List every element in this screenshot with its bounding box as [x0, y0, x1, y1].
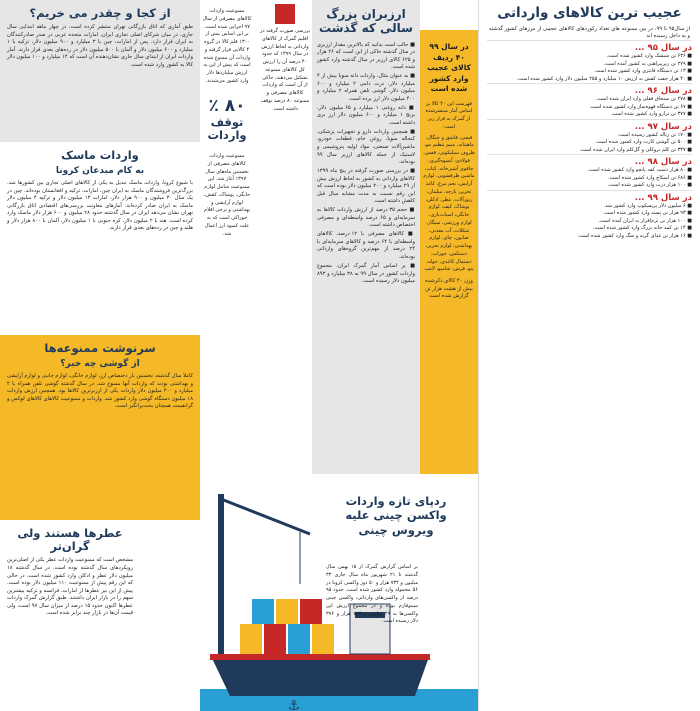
- mask-import-text: با شیوع کرونا، واردات ماسک تبدیل به یکی از کالاهای اصلی تجاری بین کشورها شد. بزرگ‌ترین فروشندگان ماسک به ایران چین، امارات، ترکیه و افغانستان بوده‌اند. چین در یک سال ۳۰ میلیون و ۹۰۰ هزار دلار، امارات ۱۳ میلیون دلار و ترکیه ۴ میلیون دلار ماسک به ایران صادر کرده‌اند. آمارهای معاونت بررسی‌های اقتصادی اتاق بازرگانی تهران نشان می‌دهد ایران در سال گذشته حدود ۲۸ میلیون و ۶۰۰ هزار دلار ماسک وارد کرده است. هند با ۲ میلیون دلار، کره جنوبی با ۱ میلیون دلار، آلمان با ۸۰۰ هزار دلار و هلند و چین در رده‌های بعدی قرار دارند.: [7, 180, 193, 232]
- container-shape: [300, 599, 322, 624]
- crane-arm-shape: [221, 499, 310, 534]
- stop-stat: [200, 96, 254, 144]
- year-block: [487, 83, 692, 119]
- banned-fate-text: کاملا سال گذشته، نخستین بار دختصاص ارز، لوازم خانگی، لوازم جانبی و لوازم آرایشی و بهداشتی بودند که واردات آنها ممنوع شد. در سال گذشته گوشی تلفن همراه با ۲ میلیارد و ۴۰۰ میلیون دلار واردات یکی از ارزبرترین کالاها بود. همچنین ارزش واردات ۱۸ میلیون دستگاه گوشی وارد کشور شد. واردات و ممنوعیت کالاهای کالاهای لوکس و گرانقیمت همچنان بحث‌برانگیز است.: [7, 373, 194, 410]
- vaccine-title: ردپای تازه واردات واکسن چینی علیه ویروس چینی: [345, 494, 447, 537]
- year-item: ■ ۲۷۸ تن سنجاق قفلی وارد ایران شده است.: [595, 96, 692, 103]
- year-block: [487, 154, 692, 190]
- where-buy-title: از کجا و چقدر می خریم؟: [29, 6, 171, 20]
- perfume-box: [0, 520, 200, 711]
- mask-import-title: واردات ماسک: [61, 148, 139, 162]
- where-buy-text: طبق آماری که اتاق بازرگانی تهران منتشر کرده است، در چهار ماهه ابتدایی سال جاری، در میان شرکای اصلی تجاری ایران، امارات متحده عربی در صدر صادرکنندگان به ایران قرار دارد. پس از امارات، چین با ۳ میلیارد و ۹۰۰ میلیون دلار، ترکیه با ۱ میلیارد و ۶۰۰ میلیون دلار و آلمان با ۵۰۰ میلیون دلار در رده‌های بعدی قرار دارند. آمار واردات ایران از ابتدای سال جاری نشان‌دهنده آن است که ۱۴ میلیارد و ۱۰۰ میلیون دلار کالا به کشور وارد شده است.: [7, 24, 193, 68]
- ban-strip-bottom-text: ممنوعیت واردات کالاهای مصرفی از نخستین ماه‌های سال ۱۳۹۷ آغاز شد. این ممنوعیت شامل لوازم خانگی، پوشاک، کفش، لوازم آرایشی و بهداشتی و برخی اقلام خوراکی است که به علت کمبود ارز اعمال شد.: [203, 153, 251, 237]
- middle-strips: [200, 0, 312, 474]
- strange-imports-header: [489, 6, 690, 40]
- year-item: ■ ۶۳۶ تن شیشک وارد کشور شده است.: [606, 53, 692, 60]
- logo-mark-icon: [275, 4, 295, 24]
- big-importers-paragraph: ■ جالب است بدانید که بالاترین مقدار ارزبری در سال گذشته حاکی از این است که ۲۶ هزار و ۶۲۵ کالای ارزبر در سال گذشته وارد کشور شده است.: [317, 41, 416, 71]
- year-items: [487, 132, 692, 155]
- year-item: ■ ۶ میلیون دلار پریسکوپ وارد کشور شد.: [603, 202, 692, 209]
- year-item: ■ ۱۳ تن دستگاه فانتزی وارد کشور شده است.: [593, 68, 692, 75]
- year-item: ■ ۱۰۰ هزار ذرت وارد کشور شده است.: [607, 182, 692, 189]
- year-block: [487, 190, 692, 241]
- hull-stripe-shape: [210, 654, 430, 660]
- big-importers-paragraph: ■ حجم ۳۵ درصد از ارزش واردات کالاها به سرمایه‌ای و ۶۵ درصد واسطه‌ای و مصرفی اختصاص داشته است.: [317, 207, 415, 229]
- big-importers-section: [312, 0, 420, 474]
- year-item: ■ ۶۸۶ تن اسکاچ وارد کشور شده است.: [607, 174, 692, 181]
- big-importers-paragraph: ■ به عنوان مثال، واردات دانه سویا بیش از ۴ میلیارد دلار، ذرت دامی ۲ میلیارد و ۶۰۰ میلیون دلار، گوشی تلفن همراه ۲ میلیارد و ۴۰۰ میلیون دلار ارز برده است.: [317, 73, 416, 102]
- forty-items-foot: وزن ۴۰ کالای ذکرشده بیش از هشت هزار تن گزارش شده است: [425, 278, 473, 300]
- big-importers-title: ارزبران بزرگ سالی که گذشت: [319, 7, 413, 35]
- year-title: در سال ۹۷ ...: [634, 121, 692, 132]
- year-item: ■ ۸۰ هزار دست کفه پانچو وارد کشور شده است.: [587, 167, 692, 174]
- where-buy-box: [0, 0, 200, 142]
- year-item: ■ ۱۶ هزار تن غذای گربه و سگ وارد کشور شده است.: [577, 232, 692, 239]
- year-item: ■ ۴۰ هزار جفت کفش به ارزش ۱۰ میلیارد و ۲۵۵ میلیون دلار وارد کشور شده است.: [516, 75, 692, 82]
- ban-strip: [200, 0, 254, 474]
- year-item: ■ ۹۳ هزار تن پسته وارد کشور شده است.: [602, 210, 692, 217]
- year-title: در سال ۹۵ ...: [634, 43, 692, 54]
- vaccine-text: بر اساس گزارش گمرک از ۱۵ بهمن سال گذشته تا ۲۱ شهریور ماه سال جاری ۳۳ میلیون و ۷۳۴ هزار و ۵۰ دوز واکسن کرونا در ۵۶ محموله وارد کشور شده است. حدود ۹۵ درصد از واکسن‌های وارداتی، واکسن چینی سینوفارم بوده و در مجموع ارزش این واکسن‌ها به ۲۹ میلیون و ۷۷۶ هزار و ۳۹۶ دلار رسیده است.: [325, 564, 418, 625]
- year-title: در سال ۹۹ ...: [634, 192, 692, 203]
- forty-items-list: قیچی، قاشق و چنگال، ماهیتابه، سیم تنظیم مو، ظروف سیلیکونی، قفس، فولادی، آبمیوه‌گیری، چاقوی آشپزخانه، کتاب، ماشین ظرفشویی، لوازم آرایش، تخم مرغ، کاغذ تحریر، پارچه، مبلمان، زیورآلات، عطر، ادکلن، پوشاک، کیف، لوازم خانگی، اسباب‌بازی، لوازم ورزشی، سیگار، شکلات، آب معدنی، صابون، چای، لوازم بهداشتی، لوازم تحریر، دستکش، جوراب، دستمال کاغذی، حوله، پتو، فرش، شامپو، لامپ: [423, 134, 475, 273]
- big-importers-paragraph: ■ کالاهای مصرفی با ۱۲ درصد، کالاهای واسطه‌ای با ۶۴ درصد و کالاهای سرمایه‌ای با ۲۴ درصد از مهم‌ترین گروه‌های وارداتی بوده‌اند.: [317, 231, 416, 260]
- year-item: ■ ۲۷۹ تن زیرپیراهنی به کشور آمده است.: [603, 60, 692, 67]
- year-item: ■ ۱۷۰ تن زباله کشور رسیده است.: [617, 131, 692, 138]
- stop-stat-number: ۸۰ ٪: [208, 95, 246, 116]
- container-shape: [240, 624, 262, 654]
- year-item: ■ ۳۳۷ تن کلم بروکلی و گل‌کلم وارد ایران شده است.: [579, 146, 692, 153]
- container-shape: [312, 624, 334, 654]
- year-items: [487, 167, 692, 190]
- perfume-title: عطرها هستند ولی گران‌تر: [17, 526, 123, 554]
- year-block: [487, 119, 692, 155]
- year-list: [479, 40, 700, 240]
- year-title: در سال ۹۶ ...: [634, 86, 692, 97]
- big-importers-paragraph: ■ همچنین واردات دارو و تجهیزات پزشکی، کنجاله سویا، روغن خام، قطعات خودرو، ماشین‌آلات صنعتی، مواد اولیه پتروشیمی و لاستیک از جمله کالاهای ارزبر سال ۹۹ بوده‌اند.: [317, 128, 415, 166]
- strange-imports-title: عجیب ترین کالاهای وارداتی: [497, 5, 682, 21]
- year-item: ■ ۱۰۰ هزار تن نرم‌افزار به ایران آمده است.: [598, 217, 692, 224]
- mask-import-box: [0, 142, 200, 327]
- year-block: [487, 40, 692, 83]
- crane-pole-shape: [218, 494, 224, 654]
- big-importers-paragraph: ■ بر اساس آمار گمرک ایران، مجموع واردات کشور در سال ۹۹ به ۳۸ میلیارد و ۸۹۳ میلیون دلار رسیده است.: [317, 262, 415, 285]
- strange-imports-desc: از سال۹۵ تا ۹۹، در بین ممنوعه های تعداد رکوردهای کالاهای عجیبی از مرزهای کشور گذشته و به داخل رسیده اند: [489, 25, 690, 39]
- vaccine-ship-panel: [200, 474, 478, 711]
- strange-imports-section: [478, 0, 700, 711]
- year-item: ■ ۳۷۷ تن ترازو وارد کشور شده است.: [610, 111, 692, 118]
- stop-stat-label: توقف واردات: [207, 114, 247, 143]
- year-title: در سال ۹۸ ...: [634, 157, 692, 168]
- ship-hull-shape: [210, 654, 430, 696]
- ban-strip-text: ممنوعیت واردات کالاهای مصرفی از سال ۹۷ اجرایی شده است. بر این اساس بیش از ۱۳۰۰ قلم کالا در گروه ۴ کالایی قرار گرفته و واردات آن ممنوع شده است که پیش از این به ارزش میلیاردها دلار وارد کشور می‌شدند.: [202, 8, 252, 84]
- year-item: ■ ۵۰۰ تن گوشی کارت وارد کشور شده است.: [595, 139, 692, 146]
- perfume-text: مشخص است که ممنوعیت واردات عطر یکی از اصلی‌ترین رویکردهای سال گذشته بوده است. در سال گذشته ۱۸ میلیون دلار عطر و ادکلن وارد کشور شده است. در حالی که این رقم پیش از ممنوعیت ۱۱۰ میلیون دلار بوده است. پیش از این نیز عطرها از امارات، فرانسه و ترکیه بیشترین سهم را در بازار ایران داشتند. طبق گزارش گمرک واردات عطرها اکنون حدود ۱۵ درصد از میزان سال ۹۷ است، ولی قیمت آن‌ها در بازار چند برابر شده است.: [7, 557, 134, 617]
- import-stop-strip: [258, 0, 312, 474]
- mask-import-subtitle: به کام مبدعان کرونا: [55, 166, 145, 177]
- year-item: ■ ۶۷ تن دستگاه قهوه‌ساز وارد کشور شده است.: [589, 103, 692, 110]
- container-shape: [288, 624, 310, 654]
- year-item: ■ ۱۴ تن کمد خانه بزرگ وارد کشور شده است.: [592, 225, 692, 232]
- big-importers-text: [312, 42, 420, 286]
- big-importers-paragraph: ■ در بررسی صورت گرفته در پنج ماه ۱۳۹۹ کالاهای وارداتی به کشور به لحاظ ارزش بیش از ۲۹ میلیارد و ۲۰۰ میلیون دلار بوده است که این رقم نسبت به مدت مشابه سال قبل کاهش داشته است.: [317, 168, 415, 205]
- banned-fate-box: [0, 335, 200, 520]
- import-stop-text: بررسی صورت گرفته در اقلیم گمرک از کالاهای وارداتی به لحاظ ارزش در سال ۱۳۹۹ که حدود ۴۰ درصد آن را ارزش کل کالاهای ممنوعه تشکیل می‌دهند، حاکی از آن است که واردات کالاهای مصرفی و ممنوعه ۸۰ درصد توقف داشته است.: [260, 28, 310, 112]
- anchor-icon: ⚓: [287, 698, 300, 711]
- container-shape: [252, 599, 274, 624]
- forty-items-box: [420, 30, 478, 480]
- forty-items-intro: فهرست این ۴۰ کالا بر اساس آمار منتشرشده از گمرک به قرار زیر است:: [425, 100, 473, 130]
- banned-fate-subtitle: از گوشی چه خبر؟: [60, 359, 140, 370]
- container-shape: [276, 599, 298, 624]
- left-column: [0, 0, 200, 711]
- year-items: [487, 53, 692, 83]
- year-items: [487, 203, 692, 241]
- year-items: [487, 96, 692, 119]
- forty-items-label: در سال ۹۹ ۴۰ ردیف کالای عجیب وارد کشور شده است: [427, 42, 471, 93]
- banned-fate-title: سرنوشت ممنوعه‌ها: [44, 341, 156, 355]
- big-importers-paragraph: ■ دانه روغنی ۱ میلیارد و ۶۵ میلیون دلار، برنج ۱ میلیارد و ۶۰۰ میلیون دلار ارز بری داشته است.: [317, 104, 415, 126]
- container-shape: [264, 624, 286, 654]
